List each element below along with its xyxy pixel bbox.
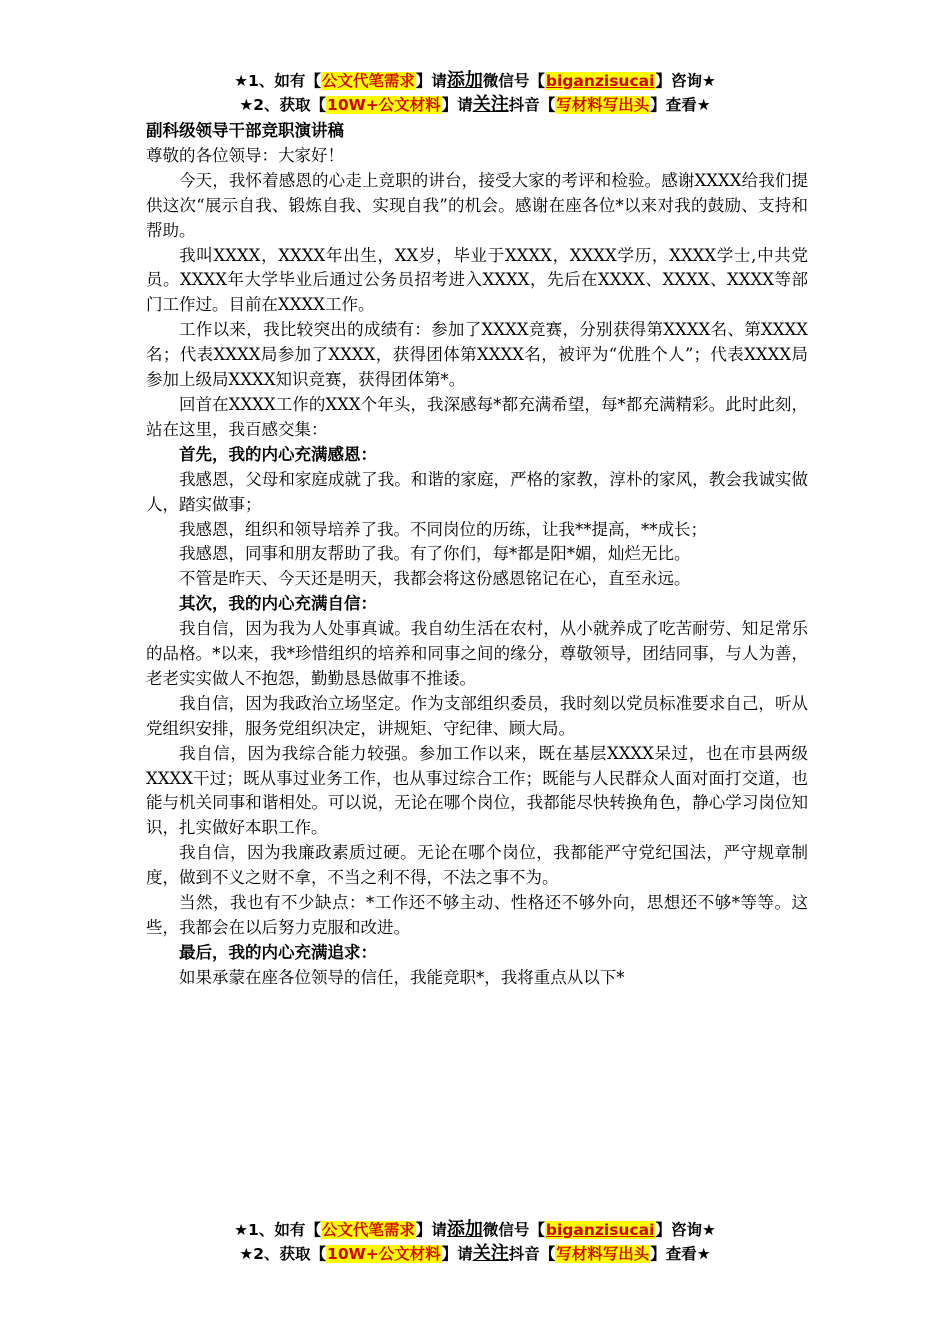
top-banner [0, 69, 950, 117]
paragraph: 如果承蒙在座各位领导的信任，我能竞职*，我将重点从以下* [179, 967, 625, 987]
paragraph: 不管是昨天、今天还是明天，我都会将这份感恩铭记在心，直至永远。 [179, 569, 691, 589]
banner-text: 】请 [415, 72, 447, 90]
banner-text: 】请 [441, 1245, 473, 1263]
paragraph: 工作以来，我比较突出的成绩有：参加了XXXX竞赛，分别获得第XXXX名、第XXXX名；代表XXXX局参加了XXXX，获得团体第XXXX名，被评为“优胜个人”；代表XXXX局参加上级局XXXX知识竞赛，获得团体第*。 [146, 320, 808, 390]
banner-highlight: 写材料写出头 [556, 1245, 650, 1263]
banner-text: ★2、获取【 [239, 96, 327, 114]
paragraph: 我感恩，父母和家庭成就了我。和谐的家庭，严格的家教，淳朴的家风，教会我诚实做人，踏实做事； [146, 469, 808, 514]
section-heading: 最后，我的内心充满追求： [179, 942, 377, 962]
section-heading: 其次，我的内心充满自信： [179, 594, 377, 614]
banner-highlight: 10W+公文材料 [327, 96, 441, 114]
banner-text: 微信号【 [482, 1221, 545, 1239]
paragraph: 我自信，因为我廉政素质过硬。无论在哪个岗位，我都能严守党纪国法，严守规章制度，做到不义之财不拿，不当之利不得，不法之事不为。 [146, 843, 808, 888]
banner-line-1 [0, 69, 950, 93]
banner-text: 微信号【 [482, 72, 545, 90]
banner-text: ★1、如有【 [234, 72, 321, 90]
paragraph: 我自信，因为我为人处事真诚。我自幼生活在农村，从小就养成了吃苦耐劳、知足常乐的品格。*以来，我*珍惜组织的培养和同事之间的缘分，尊敬领导，团结同事，与人为善，老老实实做人不抱怨，勤勤恳恳做事不推诿。 [146, 619, 808, 688]
banner-text: 】请 [441, 96, 473, 114]
banner-text: 】请 [415, 1221, 447, 1239]
banner-emphasis: 关注 [472, 94, 509, 115]
paragraph: 我感恩，组织和领导培养了我。不同岗位的历练，让我**提高，**成长； [179, 519, 707, 539]
banner-highlight: biganzisucai [545, 72, 655, 90]
paragraph: 今天，我怀着感恩的心走上竞职的讲台，接受大家的考评和检验。感谢XXXX给我们提供这次“展示自我、锻炼自我、实现自我”的机会。感谢在座各位*以来对我的鼓励、支持和帮助。 [146, 170, 808, 240]
banner-emphasis: 添加 [446, 1219, 483, 1240]
paragraph: 当然，我也有不少缺点：*工作还不够主动、性格还不够外向，思想还不够*等等。这些，我都会在以后努力克服和改进。 [146, 893, 808, 937]
paragraph: 回首在XXXX工作的XXX个年头，我深感每*都充满希望，每*都充满精彩。此时此刻，站在这里，我百感交集： [146, 394, 808, 439]
banner-highlight: 写材料写出头 [556, 96, 650, 114]
greeting: 尊敬的各位领导：大家好！ [146, 145, 344, 165]
banner-highlight: biganzisucai [545, 1221, 655, 1239]
banner-emphasis: 关注 [472, 1243, 509, 1264]
banner-line-1 [0, 1218, 950, 1242]
banner-text: 】咨询★ [655, 72, 716, 90]
document-title: 副科级领导干部竞职演讲稿 [146, 121, 344, 140]
banner-line-2 [0, 93, 950, 117]
banner-text: 抖音【 [508, 96, 556, 114]
banner-text: 】咨询★ [655, 1221, 716, 1239]
banner-emphasis: 添加 [446, 70, 483, 91]
paragraph: 我叫XXXX，XXXX年出生，XX岁，毕业于XXXX，XXXX学历，XXXX学士,中共党员。XXXX年大学毕业后通过公务员招考进入XXXX，先后在XXXX、XXXX、XXXX等部门工作过。目前在XXXX工作。 [146, 245, 808, 315]
banner-text: ★1、如有【 [234, 1221, 321, 1239]
banner-highlight: 10W+公文材料 [327, 1245, 441, 1263]
banner-text: 】查看★ [650, 96, 711, 114]
bottom-banner [0, 1218, 950, 1266]
banner-line-2 [0, 1242, 950, 1266]
paragraph: 我自信，因为我综合能力较强。参加工作以来，既在基层XXXX呆过，也在市县两级XXXX干过；既从事过业务工作，也从事过综合工作；既能与人民群众人面对面打交道，也能与机关同事和谐相处。可以说，无论在哪个岗位，我都能尽快转换角色，静心学习岗位知识，扎实做好本职工作。 [146, 743, 808, 838]
banner-highlight: 公文代笔需求 [321, 1221, 415, 1239]
section-heading: 首先，我的内心充满感恩： [179, 444, 377, 464]
banner-text: 抖音【 [508, 1245, 556, 1263]
document-body [146, 119, 808, 991]
paragraph: 我自信，因为我政治立场坚定。作为支部组织委员，我时刻以党员标准要求自己，听从党组织安排，服务党组织决定，讲规矩、守纪律、顾大局。 [146, 693, 808, 738]
banner-text: 】查看★ [650, 1245, 711, 1263]
banner-text: ★2、获取【 [239, 1245, 327, 1263]
paragraph: 我感恩，同事和朋友帮助了我。有了你们，每*都是阳*媚，灿烂无比。 [179, 544, 691, 564]
banner-highlight: 公文代笔需求 [321, 72, 415, 90]
